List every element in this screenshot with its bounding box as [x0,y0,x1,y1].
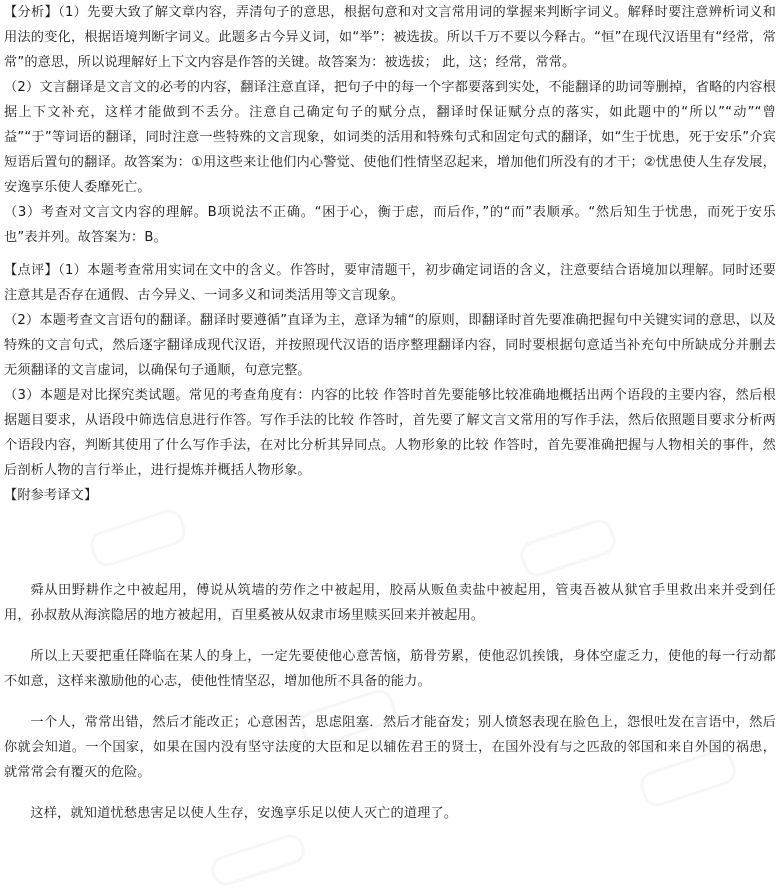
analysis-section [4,0,776,250]
analysis-paragraph-1: 【分析】（1）先要大致了解文章内容，弄清句子的意思，根据句意和对文言常用词的掌握来判断字词义。解释时要注意辨析词义和用法的变化，根据语境判断字词义。此题多古今异义词，如“举”：被选拔。所以千万不要以今释古。“恒”在现代汉语里有“经常，常常”的意思，所以说理解好上下文内容是作答的关键。故答案为：被选拔； 此，这；经常，常常。 [4,5,776,70]
reference-translation-heading: 【附参考译文】 [4,488,98,503]
translation-paragraph-1: 舜从田野耕作之中被起用，傅说从筑墙的劳作之中被起用，胶鬲从贩鱼卖盐中被起用，管夷吾被从狱官手里救出来并受到任用，孙叔敖从海滨隐居的地方被起用，百里奚被从奴隶市场里赎买回来并被起用。 [4,583,776,623]
comment-paragraph-2: （2）本题考查文言语句的翻译。翻译时要遵循”直译为主，意译为辅“的原则，即翻译时首先要准确把握句中关键实词的意思，以及特殊的文言句式，然后逐字翻译成现代汉语，并按照现代汉语的语序整理翻译内容，同时要根据句意适当补充句中所缺成分并删去无须翻译的文言虚词，以确保句子通顺，句意完整。 [4,313,776,378]
comment-section [4,258,776,508]
translation-paragraph-2: 所以上天要把重任降临在某人的身上，一定先要使他心意苦恼，筋骨劳累，使他忍饥挨饿，身体空虚乏力，使他的每一行动都不如意，这样来激励他的心志，使他性情坚忍，增加他所不具备的能力。 [4,649,776,689]
comment-paragraph-1: 【点评】（1）本题考查常用实词在文中的含义。作答时，要审清题干，初步确定词语的含义，注意要结合语境加以理解。同时还要注意其是否存在通假、古今异义、一词多义和词类活用等文言现象。 [4,263,776,303]
analysis-paragraph-3: （3）考查对文言文内容的理解。B项说法不正确。“困于心，衡于虑，而后作，”的“而”表顺承。“然后知生于忧患，而死于安乐也”表并列。故答案为：B。 [4,205,776,245]
analysis-paragraph-2: （2）文言翻译是文言文的必考的内容，翻译注意直译，把句子中的每一个字都要落到实处，不能翻译的助词等删掉，省略的内容根据上下文补充，这样才能做到不丢分。注意自己确定句子的赋分点，翻译时保证赋分点的落实，如此题中的“所以”“动”“曾益”“于”等词语的翻译，同时注意一些特殊的文言现象，如词类的活用和特殊句式和固定句式的翻译，如“生于忧患，死于安乐”介宾短语后置句的翻译。故答案为：①用这些来让他们内心警觉、使他们性情坚忍起来，增加他们所没有的才干；②忧患使人生存发展，安逸享乐使人委靡死亡。 [4,80,776,195]
translation-paragraph-3: 一个人，常常出错，然后才能改正；心意困苦，思虑阻塞．然后才能奋发；别人愤怒表现在脸色上，怨恨吐发在言语中，然后你就会知道。一个国家，如果在国内没有坚守法度的大臣和足以辅佐君王的贤士，在国外没有与之匹敌的邻国和来自外国的祸患，就常常会有覆灭的危险。 [4,715,776,780]
comment-paragraph-3: （3）本题是对比探究类试题。常见的考查角度有：内容的比较 作答时首先要能够比较准确地概括出两个语段的主要内容，然后根据题目要求，从语段中筛选信息进行作答。写作手法的比较 作答时，首先要了解文言文常用的写作手法，然后依照题目要求分析两个语段内容，判断其使用了什么写作手法，在对比分析其异同点。人物形象的比较 作答时，首先要准确把握与人物相关的事件，然后剖析人物的言行举止，进行提炼并概括人物形象。 [4,388,776,478]
translation-paragraph-4: 这样，就知道忧愁患害足以使人生存，安逸享乐足以使人灭亡的道理了。 [30,806,458,821]
translation-section [4,578,776,826]
